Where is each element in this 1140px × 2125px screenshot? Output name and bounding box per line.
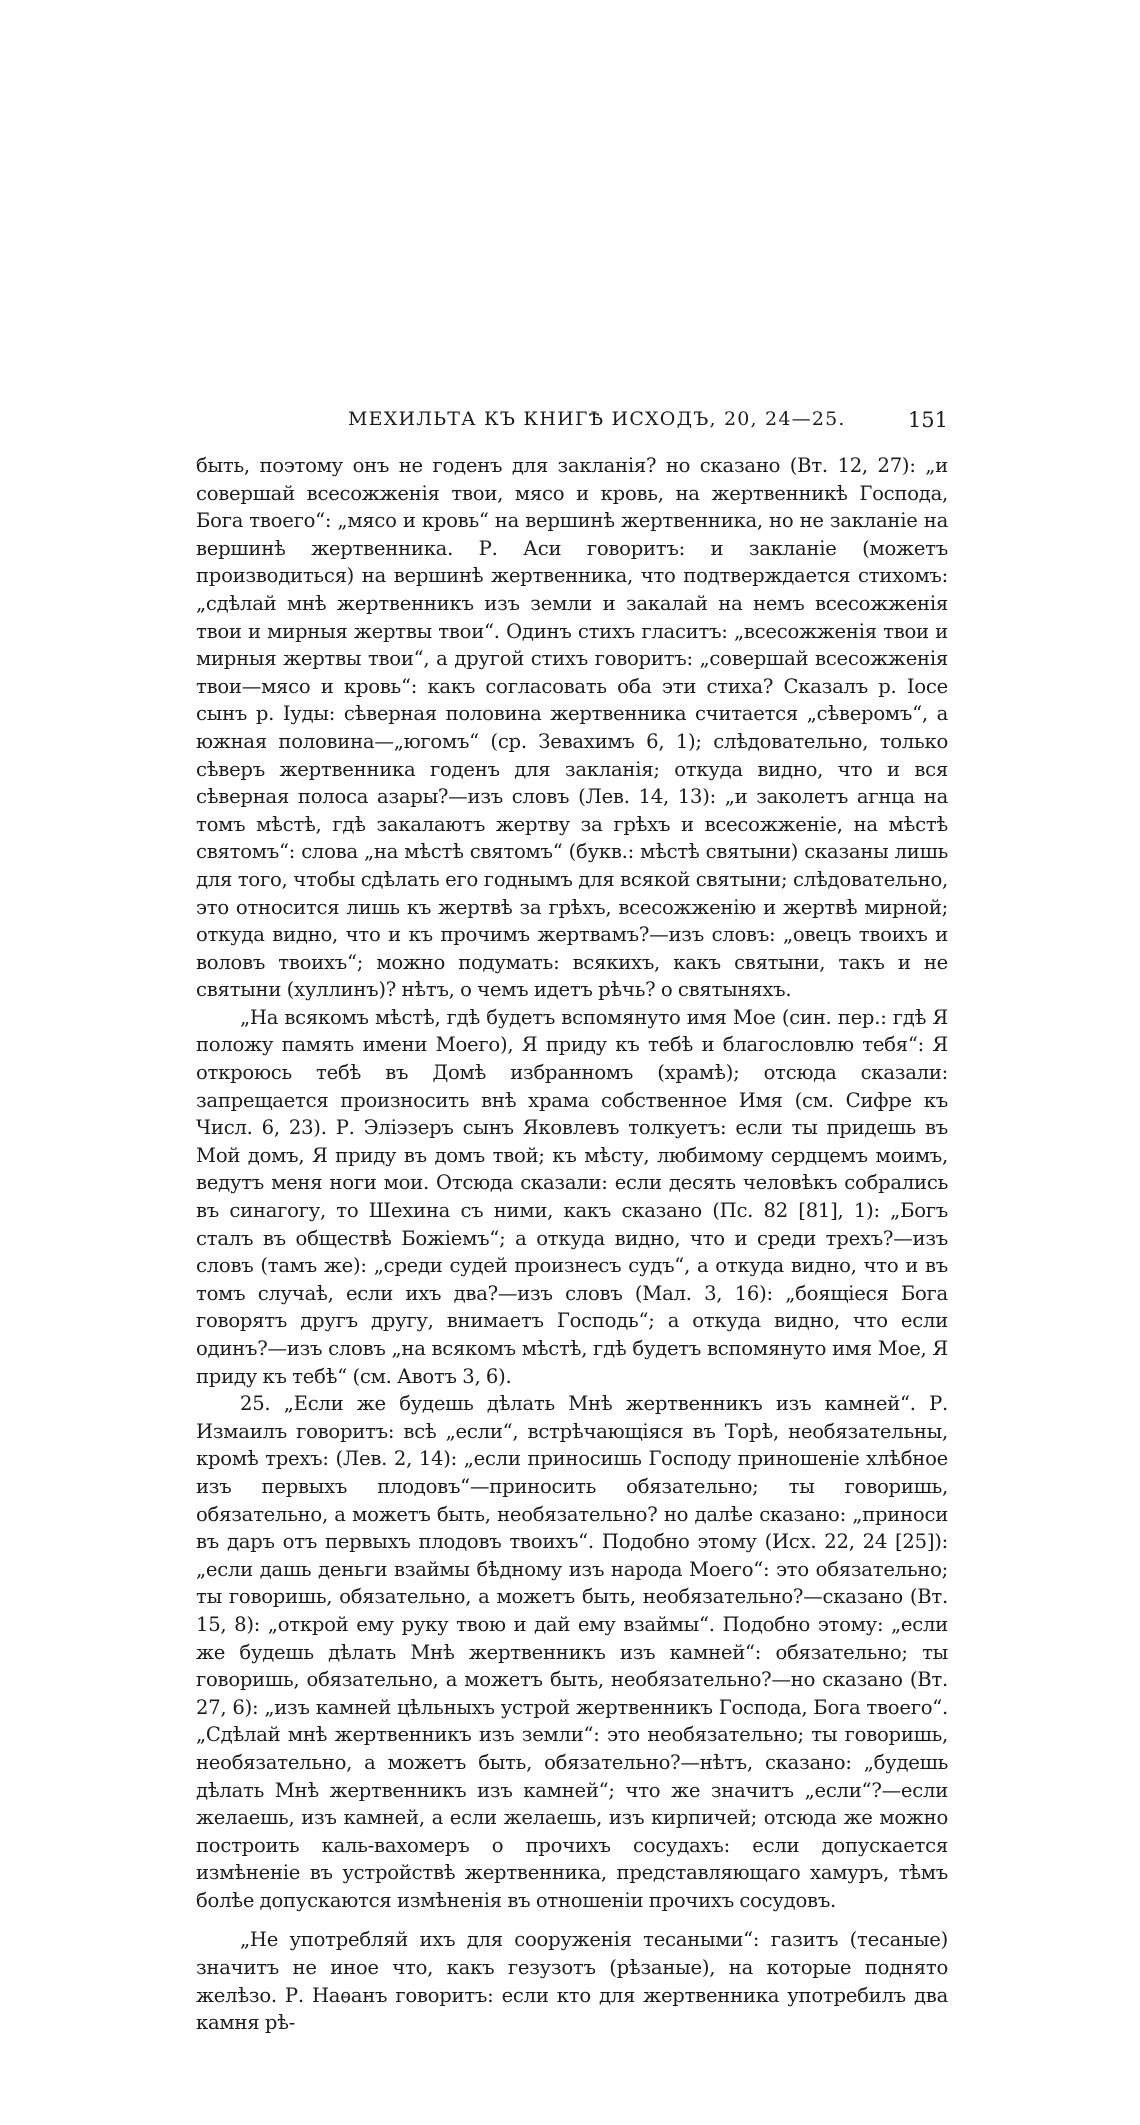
running-title: МЕХИЛЬТА КЪ КНИГѢ ИСХОДЪ, 20, 24—25. [348,408,846,430]
paragraph-in-every-place: „На всякомъ мѣстѣ, гдѣ будетъ вспомянуто имя Мое (син. пер.: гдѣ Я положу память имени Моего), Я приду къ тебѣ и благословлю тебя“: Я откроюсь тебѣ въ Домѣ избранномъ (храмѣ); отсюда сказали: запрещается произносить внѣ храма собственное Имя (см. Сифре къ Числ. 6, 23). Р. Элiэзеръ сынъ Яковлевъ толкуетъ: если ты придешь въ Мой домъ, Я приду въ домъ твой; къ мѣсту, любимому сердцемъ моимъ, ведутъ меня ноги мои. Отсюда сказали: если десять человѣкъ собрались въ синагогу, то Шехина съ ними, какъ сказано (Пс. 82 [81], 1): „Богъ сталъ въ обществѣ Божіемъ“; а откуда видно, что и среди трехъ?—изъ словъ (тамъ же): „среди судей произнесъ судъ“, а откуда видно, что и въ томъ случаѣ, если ихъ два?—изъ словъ (Мал. 3, 16): „боящіеся Бога говорятъ другъ другу, внимаетъ Господь“; а откуда видно, что если одинъ?—изъ словъ „на всякомъ мѣстѣ, гдѣ будетъ вспомянуто имя Мое, Я приду къ тебѣ“ (см. Авотъ 3, 6). [196,1005,948,1388]
paragraph-verse-25: 25. „Если же будешь дѣлать Мнѣ жертвенникъ изъ камней“. Р. Измаилъ говоритъ: всѣ „если“, встрѣчающіяся въ Торѣ, необязательны, кромѣ трехъ: (Лев. 2, 14): „если приносишь Господу приношеніе хлѣбное изъ первыхъ плодовъ“—приносить обязательно; ты говоришь, обязательно, а можетъ быть, необязательно? но далѣе сказано: „приноси въ даръ отъ первыхъ плодовъ твоихъ“. Подобно этому (Исх. 22, 24 [25]): „если дашь деньги взаймы бѣдному изъ народа Моего“: это обязательно; ты говоришь, обязательно, а можетъ быть, необязательно?—сказано (Вт. 15, 8): „открой ему руку твою и дай ему взаймы“. Подобно этому: „если же будешь дѣлать Мнѣ жертвенникъ изъ камней“: обязательно; ты говоришь, обязательно, а можетъ быть, необязательно?—но сказано (Вт. 27, 6): „изъ камней цѣльныхъ устрой жертвенникъ Господа, Бога твоего“. „Сдѣлай мнѣ жертвенникъ изъ земли“: это необязательно; ты говоришь, необязательно, а можетъ быть, обязательно?—нѣтъ, сказано: „будешь дѣлать Мнѣ жертвенникъ изъ камней“; что же значитъ „если“?—если желаешь, изъ камней, а если желаешь, изъ кирпичей; отсюда же можно построить каль-вахомеръ о прочихъ сосудахъ: если допускается измѣненіе въ устройствѣ жертвенника, представляющаго хамуръ, тѣмъ болѣе допускаются измѣненія въ отношеніи прочихъ сосудовъ. [196,1392,948,1912]
body-text [196,452,948,2037]
paragraph-hewn-stones: „Не употребляй ихъ для сооруженія тесаными“: газитъ (тесаные) значитъ не иное что, какъ гезузотъ (рѣзаные), на которые поднято желѣзо. Р. Наѳанъ говоритъ: если кто для жертвенника употребилъ два камня рѣ- [196,1928,948,2035]
page-header [196,402,948,442]
book-page [196,402,948,2037]
paragraph-continuation: быть, поэтому онъ не годенъ для закланія? но сказано (Вт. 12, 27): „и совершай всесожженія твои, мясо и кровь, на жертвенникѣ Господа, Бога твоего“: „мясо и кровь“ на вершинѣ жертвенника, но не закланіе на вершинѣ жертвенника. Р. Аси говоритъ: и закланіе (можетъ производиться) на вершинѣ жертвенника, что подтверждается стихомъ: „сдѣлай мнѣ жертвенникъ изъ земли и закалай на немъ всесожженія твои и мирныя жертвы твои“. Одинъ стихъ гласитъ: „всесожженія твои и мирныя жертвы твои“, а другой стихъ говоритъ: „совершай всесожженія твои—мясо и кровь“: какъ согласовать оба эти стиха? Сказалъ р. Іосе сынъ р. Іуды: сѣверная половина жертвенника считается „сѣверомъ“, а южная половина—„югомъ“ (ср. Зевахимъ 6, 1); слѣдовательно, только сѣверъ жертвенника годенъ для закланія; откуда видно, что и вся сѣверная полоса азары?—изъ словъ (Лев. 14, 13): „и заколетъ агнца на томъ мѣстѣ, гдѣ закалаютъ жертву за грѣхъ и всесожженіе, на мѣстѣ святомъ“: слова „на мѣстѣ святомъ“ (букв.: мѣстѣ святыни) сказаны лишь для того, чтобы сдѣлать его годнымъ для всякой святыни; слѣдовательно, это относится лишь къ жертвѣ за грѣхъ, всесожженію и жертвѣ мирной; откуда видно, что и къ прочимъ жертвамъ?—изъ словъ: „овецъ твоихъ и воловъ твоихъ“; можно подумать: всякихъ, какъ святыни, такъ и не святыни (хуллинъ)? нѣтъ, о чемъ идетъ рѣчь? о святыняхъ. [196,454,948,1002]
page-number: 151 [907,408,948,432]
